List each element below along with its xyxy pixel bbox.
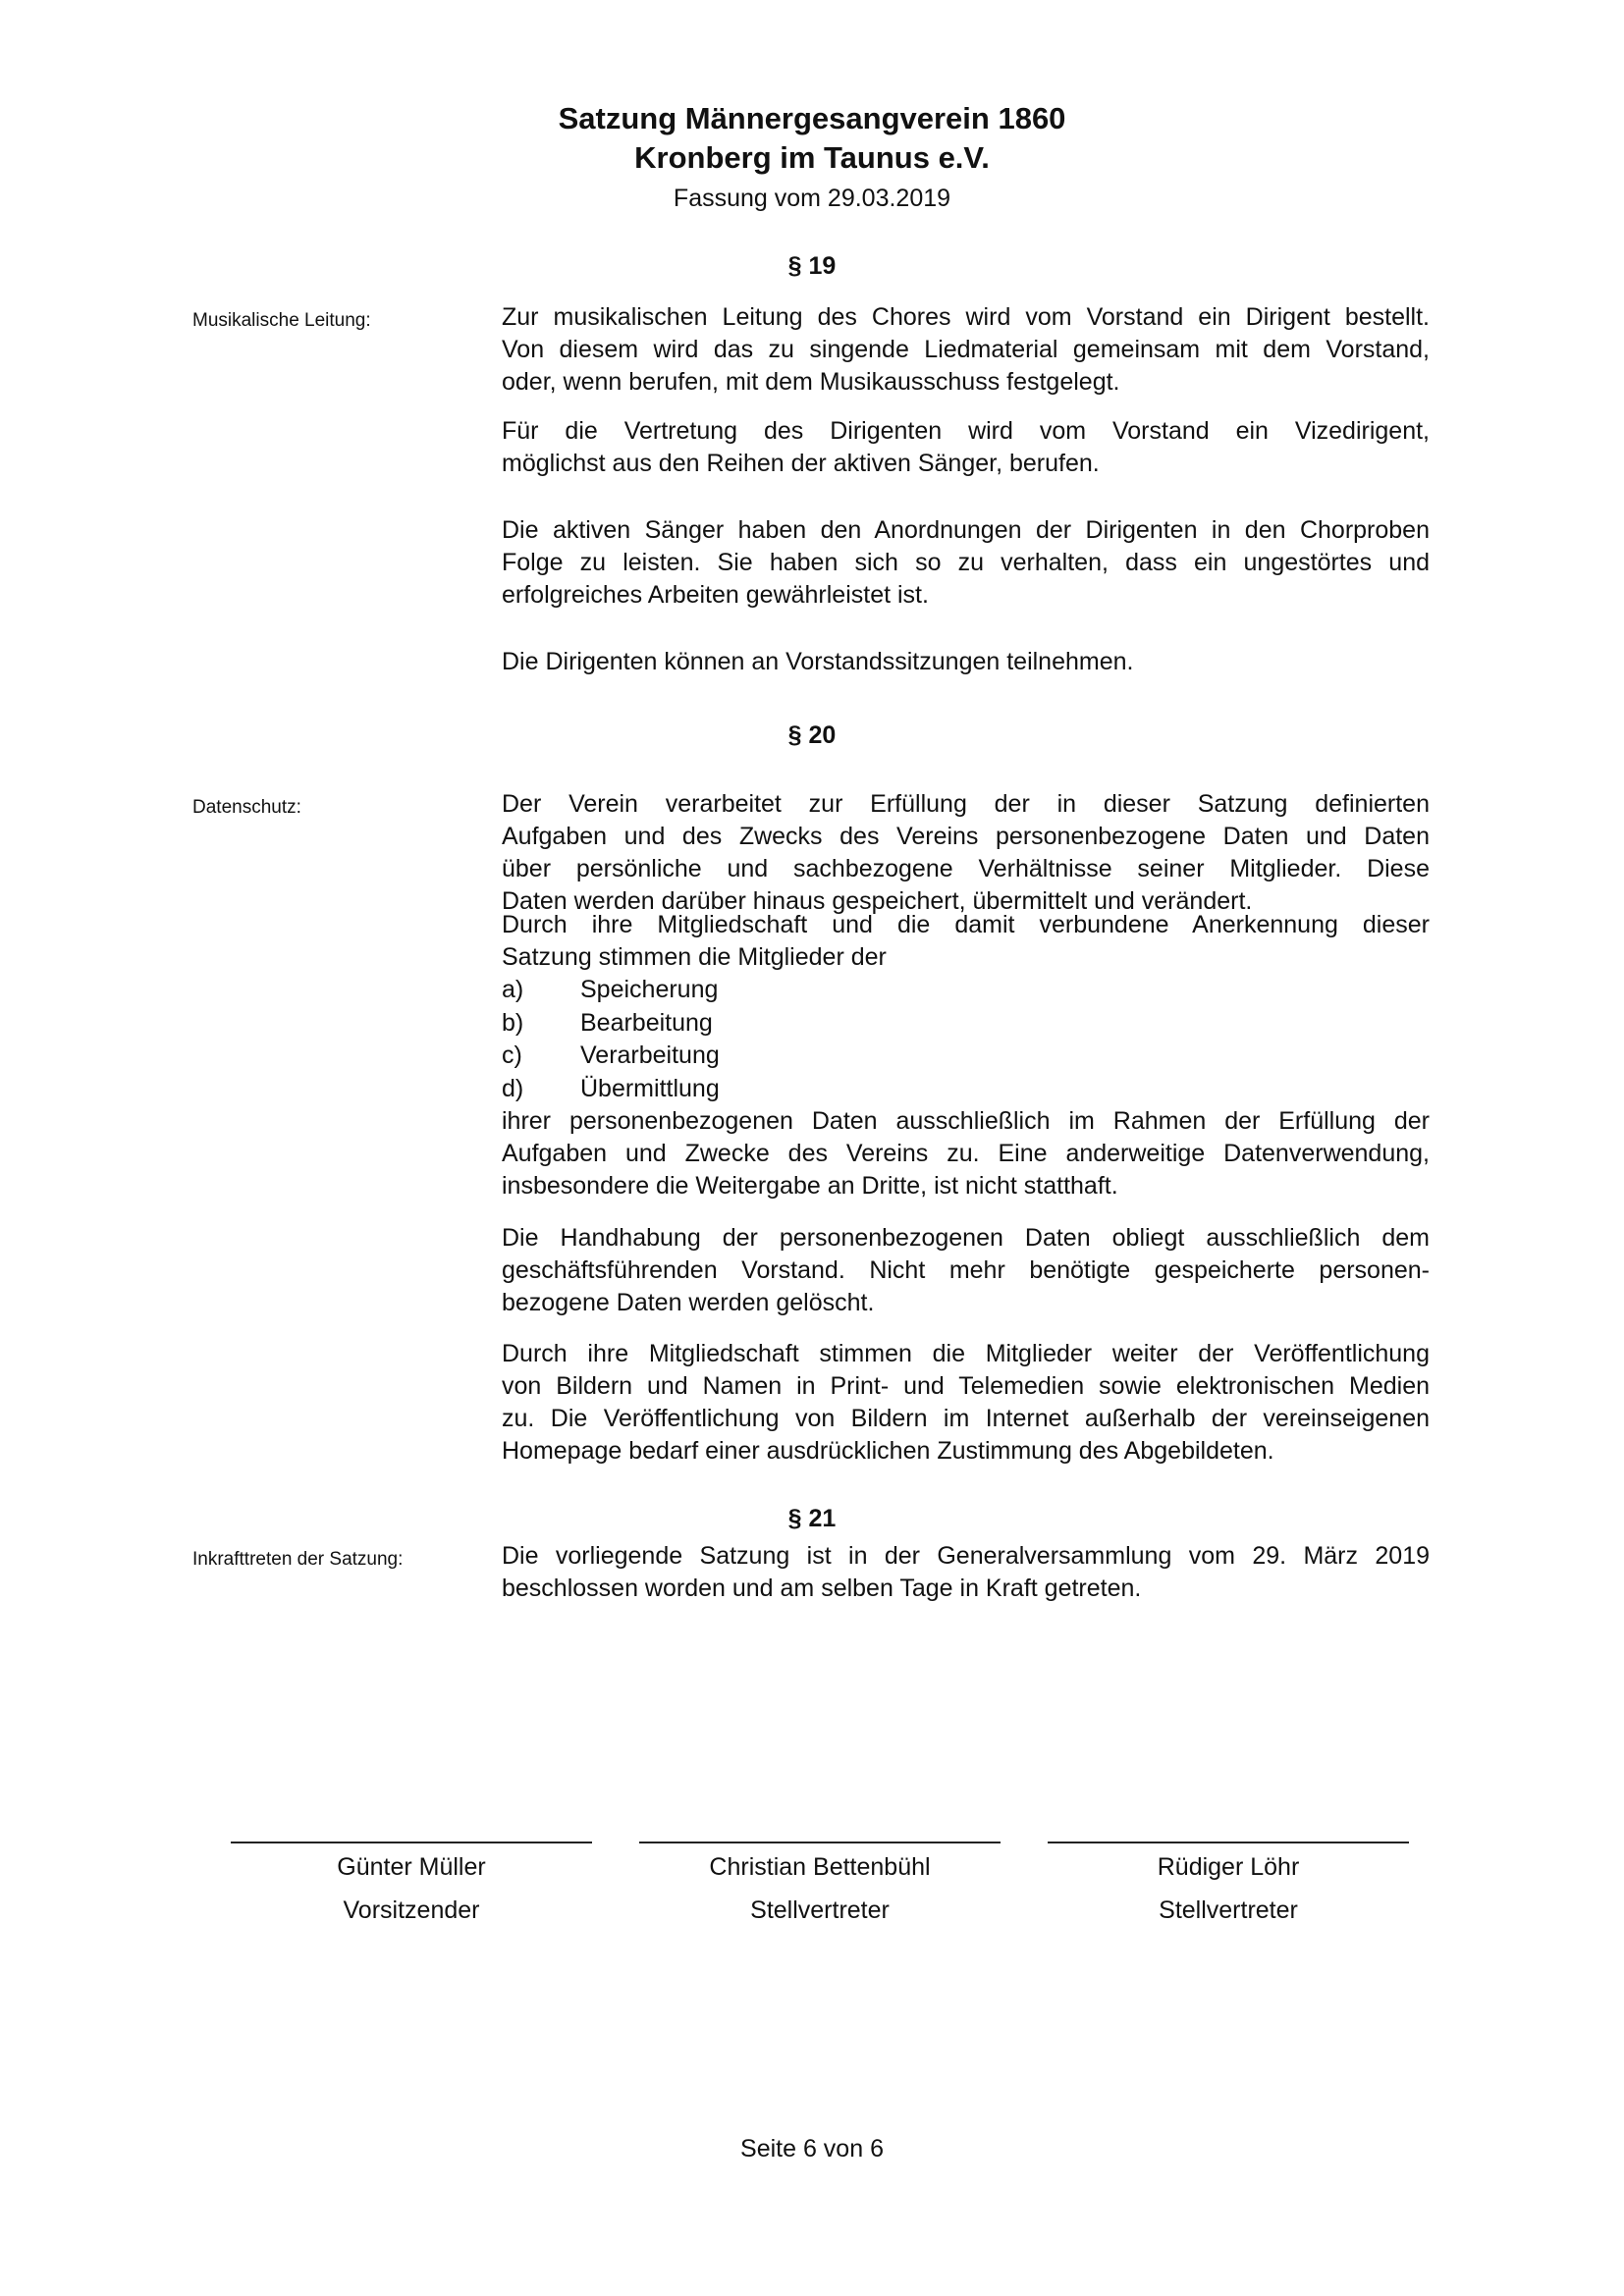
text-line: Die vorliegende Satzung ist in der Generalversammlung vom 29. März 2019 bbox=[502, 1542, 1430, 1570]
text-line: Die aktiven Sänger haben den Anordnungen der Dirigenten in den Chorproben bbox=[502, 516, 1430, 544]
signatory-name: Christian Bettenbühl bbox=[709, 1853, 931, 1881]
text-line: bezogene Daten werden gelöscht. bbox=[502, 1289, 875, 1316]
paragraph-20-4 bbox=[502, 1338, 1430, 1468]
signatory-role: Stellvertreter bbox=[750, 1896, 890, 1924]
list-marker: a) bbox=[502, 976, 524, 1003]
text-line: Für die Vertretung des Dirigenten wird vom Vorstand ein Vizedirigent, bbox=[502, 417, 1430, 445]
list-marker: b) bbox=[502, 1008, 524, 1037]
text-line: Zur musikalischen Leitung des Chores wird vom Vorstand ein Dirigent bestellt. bbox=[502, 303, 1430, 331]
list-item-text: Übermittlung bbox=[580, 1074, 720, 1102]
text-line: über persönliche und sachbezogene Verhältnisse seiner Mitglieder. Diese bbox=[502, 855, 1430, 882]
text-line: Aufgaben und des Zwecks des Vereins personenbezogene Daten und Daten bbox=[502, 823, 1430, 850]
text-line: Daten werden darüber hinaus gespeichert, übermittelt und verändert. bbox=[502, 887, 1253, 915]
paragraph-20-2 bbox=[502, 909, 1430, 1202]
text-line: insbesondere die Weitergabe an Dritte, ist nicht statthaft. bbox=[502, 1172, 1118, 1200]
paragraph-19-2 bbox=[502, 415, 1430, 480]
page-number: Seite 6 von 6 bbox=[740, 2135, 884, 2163]
section-heading-21: § 21 bbox=[787, 1505, 837, 1532]
text-line: von Bildern und Namen in Print- und Telemedien sowie elektronischen Medien bbox=[502, 1372, 1430, 1400]
text-line: erfolgreiches Arbeiten gewährleistet ist. bbox=[502, 581, 929, 609]
signatory-name: Rüdiger Löhr bbox=[1157, 1853, 1300, 1881]
document-version: Fassung vom 29.03.2019 bbox=[673, 185, 951, 212]
section-label-inkrafttreten: Inkrafttreten der Satzung: bbox=[192, 1549, 404, 1570]
section-heading-19: § 19 bbox=[787, 252, 837, 280]
text-line: Homepage bedarf einer ausdrücklichen Zustimmung des Abgebildeten. bbox=[502, 1437, 1274, 1465]
text-line: geschäftsführenden Vorstand. Nicht mehr benötigte gespeicherte personen- bbox=[502, 1256, 1430, 1284]
text-line: möglichst aus den Reihen der aktiven Sänger, berufen. bbox=[502, 450, 1100, 477]
signatory-name: Günter Müller bbox=[337, 1853, 486, 1881]
text-line: oder, wenn berufen, mit dem Musikausschuss festgelegt. bbox=[502, 368, 1120, 396]
paragraph-19-3 bbox=[502, 514, 1430, 612]
text-line: Satzung stimmen die Mitglieder der bbox=[502, 943, 887, 971]
signature-line bbox=[231, 1842, 592, 1843]
text-line: Die Handhabung der personenbezogenen Daten obliegt ausschließlich dem bbox=[502, 1224, 1430, 1252]
paragraph-19-1 bbox=[502, 301, 1430, 399]
list-item-text: Bearbeitung bbox=[580, 1008, 713, 1037]
list-item bbox=[502, 1007, 1430, 1041]
signature-line bbox=[1048, 1842, 1409, 1843]
text-line: Durch ihre Mitgliedschaft stimmen die Mitglieder weiter der Veröffentlichung bbox=[502, 1340, 1430, 1367]
paragraph-20-3 bbox=[502, 1222, 1430, 1319]
paragraph-21-1 bbox=[502, 1540, 1430, 1605]
text-line: ihrer personenbezogenen Daten ausschließlich im Rahmen der Erfüllung der bbox=[502, 1107, 1430, 1135]
text-line: beschlossen worden und am selben Tage in Kraft getreten. bbox=[502, 1575, 1142, 1602]
consent-list bbox=[502, 974, 1430, 1105]
list-item bbox=[502, 1040, 1430, 1073]
list-marker: d) bbox=[502, 1074, 524, 1102]
section-label-musikalische-leitung: Musikalische Leitung: bbox=[192, 310, 371, 331]
section-heading-20: § 20 bbox=[787, 721, 837, 749]
text-line: Folge zu leisten. Sie haben sich so zu verhalten, dass ein ungestörtes und bbox=[502, 549, 1430, 576]
paragraph-20-1 bbox=[502, 788, 1430, 918]
text-line: Durch ihre Mitgliedschaft und die damit verbundene Anerkennung dieser bbox=[502, 911, 1430, 938]
section-label-datenschutz: Datenschutz: bbox=[192, 797, 301, 818]
list-marker: c) bbox=[502, 1041, 522, 1069]
signatory-role: Stellvertreter bbox=[1159, 1896, 1298, 1924]
list-item-text: Speicherung bbox=[580, 976, 719, 1003]
signature-line bbox=[639, 1842, 1001, 1843]
text-line: Aufgaben und Zwecke des Vereins zu. Eine anderweitige Datenverwendung, bbox=[502, 1140, 1430, 1167]
signatory-role: Vorsitzender bbox=[343, 1896, 480, 1924]
text-line: Von diesem wird das zu singende Liedmaterial gemeinsam mit dem Vorstand, bbox=[502, 336, 1430, 363]
document-title-line1: Satzung Männergesangverein 1860 bbox=[558, 101, 1066, 135]
list-item bbox=[502, 1073, 1430, 1106]
document-title-line2: Kronberg im Taunus e.V. bbox=[634, 140, 990, 175]
text-line: Die Dirigenten können an Vorstandssitzungen teilnehmen. bbox=[502, 648, 1134, 675]
list-item bbox=[502, 974, 1430, 1007]
text-line: Der Verein verarbeitet zur Erfüllung der in dieser Satzung definierten bbox=[502, 790, 1430, 818]
text-line: zu. Die Veröffentlichung von Bildern im Internet außerhalb der vereinseigenen bbox=[502, 1405, 1430, 1432]
paragraph-19-4 bbox=[502, 646, 1430, 678]
list-item-text: Verarbeitung bbox=[580, 1041, 720, 1069]
